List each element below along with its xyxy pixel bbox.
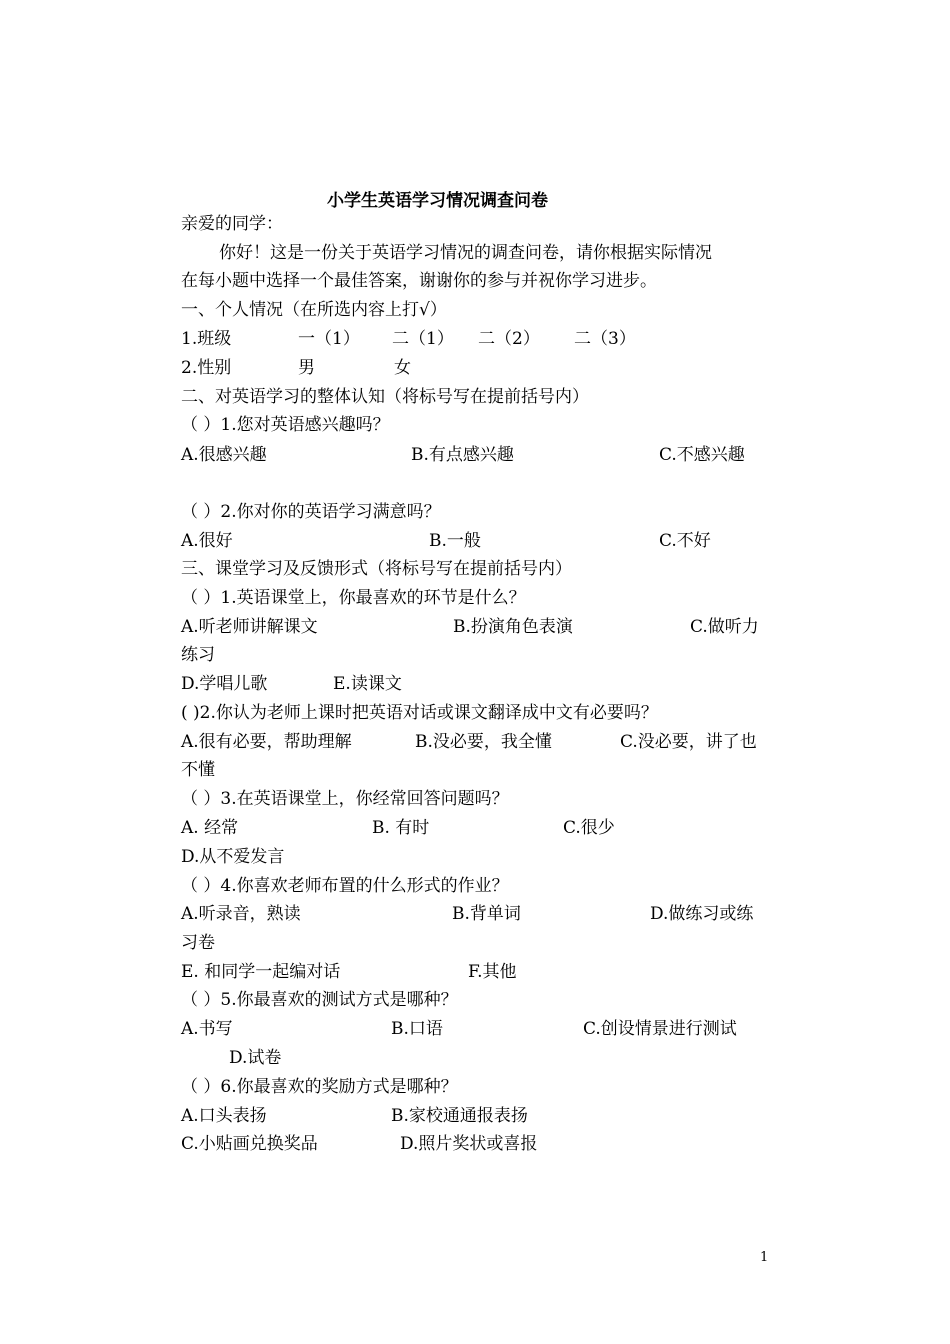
gender-label: 2.性别	[181, 358, 232, 378]
option[interactable]: B.扮演角色表演	[453, 617, 573, 637]
class-option[interactable]: 二（2）	[478, 329, 540, 349]
question: ( )2.你认为老师上课时把英语对话或课文翻译成中文有必要吗？	[181, 703, 658, 723]
option[interactable]: D.做练习或练	[650, 904, 754, 924]
option[interactable]: B. 有时	[372, 818, 430, 838]
option[interactable]: A.听老师讲解课文	[181, 617, 318, 637]
option[interactable]: A.很感兴趣	[181, 445, 267, 465]
section2-heading: 二、对英语学习的整体认知（将标号写在提前括号内）	[181, 387, 589, 407]
option[interactable]: C.做听力	[690, 617, 759, 637]
option[interactable]: A.很好	[181, 531, 233, 551]
question: （ ）2.你对你的英语学习满意吗？	[181, 502, 441, 522]
option[interactable]: B.有点感兴趣	[411, 445, 514, 465]
question: （ ）6.你最喜欢的奖励方式是哪种？	[181, 1077, 458, 1097]
option[interactable]: C.不好	[659, 531, 711, 551]
option[interactable]: B.没必要，我全懂	[415, 732, 552, 752]
class-label: 1.班级	[181, 329, 232, 349]
option[interactable]: C.不感兴趣	[659, 445, 745, 465]
option[interactable]: C.创设情景进行测试	[583, 1019, 737, 1039]
option[interactable]: E.读课文	[333, 674, 402, 694]
class-option[interactable]: 二（3）	[574, 329, 636, 349]
class-option[interactable]: 一（1）	[298, 329, 360, 349]
option-continuation: 习卷	[181, 933, 215, 953]
option[interactable]: A.听录音，熟读	[181, 904, 301, 924]
class-option[interactable]: 二（1）	[392, 329, 454, 349]
intro-line-2: 在每小题中选择一个最佳答案，谢谢你的参与并祝你学习进步。	[181, 271, 657, 291]
option[interactable]: C.小贴画兑换奖品	[181, 1134, 318, 1154]
section1-heading: 一、个人情况（在所选内容上打√）	[181, 300, 447, 320]
question: （ ）3.在英语课堂上，你经常回答问题吗？	[181, 789, 509, 809]
question: （ ）4.你喜欢老师布置的什么形式的作业？	[181, 876, 509, 896]
question: （ ）5.你最喜欢的测试方式是哪种？	[181, 990, 458, 1010]
gender-option-male[interactable]: 男	[298, 358, 315, 378]
option[interactable]: C.没必要，讲了也	[620, 732, 757, 752]
option[interactable]: A. 经常	[181, 818, 239, 838]
option-continuation: 不懂	[181, 760, 215, 780]
option[interactable]: D.照片奖状或喜报	[400, 1134, 538, 1154]
option[interactable]: B.口语	[391, 1019, 443, 1039]
intro-line-1: 你好！这是一份关于英语学习情况的调查问卷，请你根据实际情况	[219, 243, 712, 263]
option[interactable]: B.背单词	[452, 904, 521, 924]
option[interactable]: D.试卷	[229, 1048, 282, 1068]
option-continuation: 练习	[181, 645, 215, 665]
option[interactable]: E. 和同学一起编对话	[181, 962, 341, 982]
gender-option-female[interactable]: 女	[394, 358, 411, 378]
page-number: 1	[760, 1250, 769, 1265]
option[interactable]: A.很有必要，帮助理解	[181, 732, 352, 752]
greeting: 亲爱的同学：	[181, 214, 283, 234]
option[interactable]: C.很少	[563, 818, 615, 838]
option[interactable]: B.家校通通报表扬	[391, 1106, 528, 1126]
option[interactable]: D.从不爱发言	[181, 847, 285, 867]
question: （ ）1.英语课堂上，你最喜欢的环节是什么？	[181, 588, 526, 608]
page-title: 小学生英语学习情况调查问卷	[327, 191, 548, 211]
option[interactable]: A.口头表扬	[181, 1106, 267, 1126]
question: （ ）1.您对英语感兴趣吗？	[181, 415, 390, 435]
option[interactable]: D.学唱儿歌	[181, 674, 268, 694]
section3-heading: 三、课堂学习及反馈形式（将标号写在提前括号内）	[181, 559, 572, 579]
option[interactable]: B.一般	[429, 531, 481, 551]
option[interactable]: A.书写	[181, 1019, 233, 1039]
option[interactable]: F.其他	[468, 962, 517, 982]
